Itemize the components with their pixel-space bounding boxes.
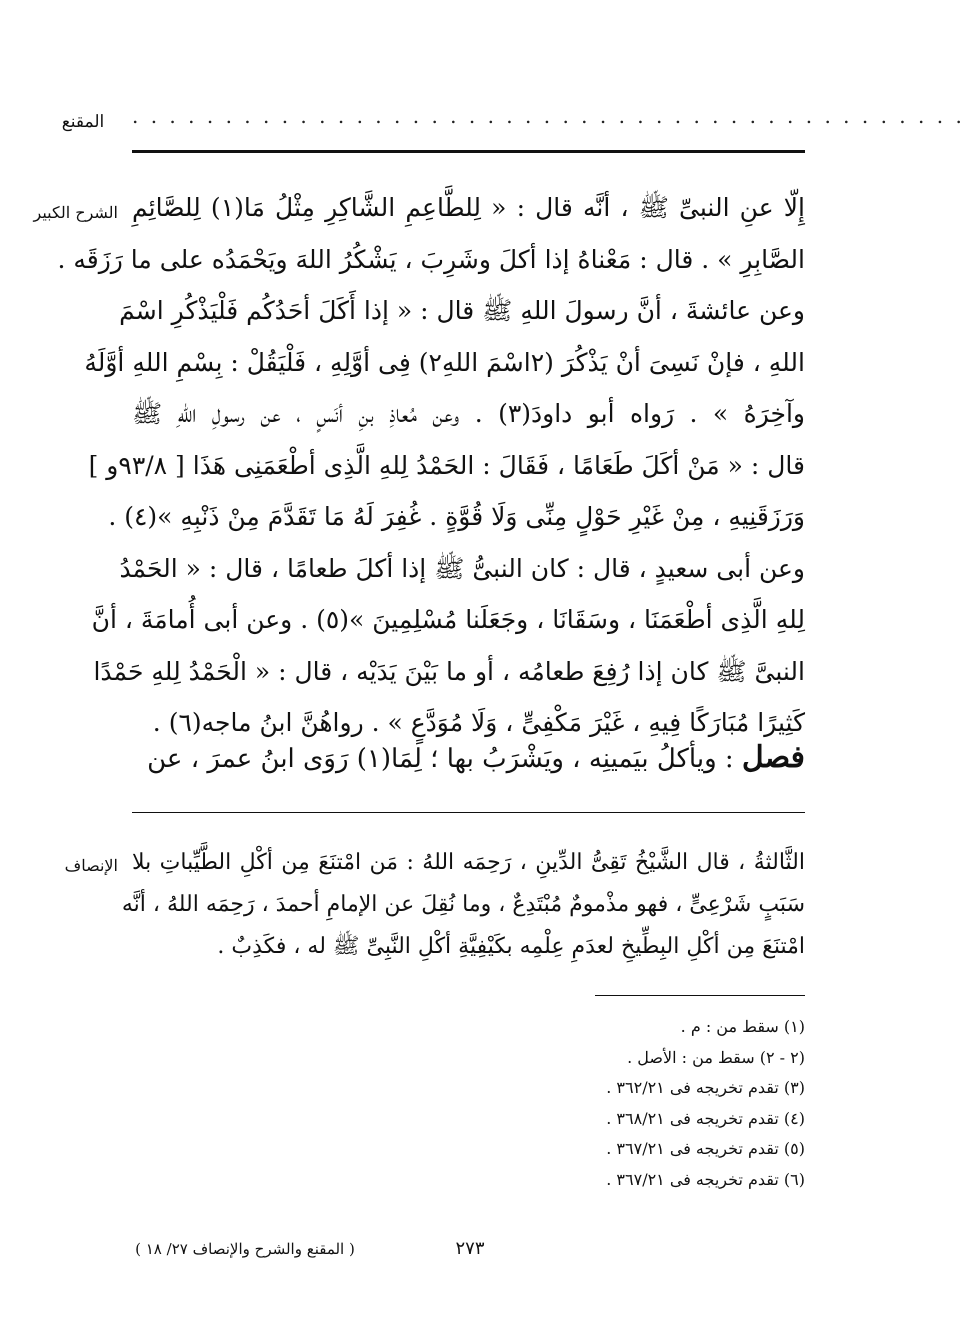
footnote: (١) سقط من : م . (680, 1017, 805, 1036)
header-rule (132, 150, 805, 153)
sharh-line: كَثِيرًا مُبَارَكًا فِيهِ ، غَيْرَ مَكْفِىٍّ ، وَلَا مُوَدَّعٍ » . رواهُنَّ ابنُ ماجه(٦) . (152, 708, 805, 737)
footnote: (٢ - ٢) سقط من : الأصل . (627, 1047, 805, 1067)
sharh-line: لِلهِ الَّذِى أطْعَمَنَا ، وسَقَانَا ، وجَعَلَنا مُسْلِمِينَ »(٥) . وعن أبى أُمامَةَ ، أنَّ (91, 605, 805, 634)
sharh-section-label: الشرح الكبير (33, 203, 118, 222)
sharh-line: النبىَّ ﷺ كان إذا رُفِعَ طعامُه ، أو ما بَيْنَ يَدَيْه ، قال : « الْحَمْدُ لِلهِ حَمْدًا (93, 656, 805, 686)
running-header-title: المقنع (61, 112, 105, 132)
insaf-line: الثَّالثةُ ، قال الشَّيْخُ تَقِىُّ الدِّينِ ، رَحِمَه اللهُ : مَن امْتنَعَ مِن أكْلِ الطَّيِّباتِ بلا (132, 850, 805, 875)
fasl-text: : ويأكلُ بيَمينِه ، ويَشْرَبُ بها ؛ لِمَا(١) رَوَى ابنُ عمرَ ، عن (147, 744, 734, 774)
sharh-line: وآخِرَهُ » . رَواه أبو داودَ(٣) . وعن مُعاذِ بنِ أنَسٍ ، عن رسولِ اللهِ ﷺ (132, 399, 805, 428)
section-divider (132, 812, 805, 813)
footnote: (٣) تقدم تخريجه فى ٣٦٢/٢١ . (606, 1078, 805, 1097)
insaf-line: سَبَبٍ شَرْعِىٍّ ، فهو مذْمومٌ مُبْتَدِعٌ ، وما نُقِلَ عن الإمامِ أحمدَ ، رَحِمَه اللهُ ، أنَّه (121, 892, 805, 917)
sharh-line: وعن عائشةَ ، أنَّ رسولَ اللهِ ﷺ قال : « إذا أَكَلَ أحَدُكُم فَلْيَذْكُرِ اسْمَ (119, 296, 805, 325)
sharh-line: الصَّابِرِ » . قال : مَعْناهُ إذا أكلَ وشَرِبَ ، يَشْكُرُ اللهَ ويَحْمَدُه على ما رَزَقَه . (57, 244, 805, 274)
fasl-keyword: فصل (741, 740, 805, 775)
sharh-line: وعن أبى سعيدٍ ، قال : كان النبىُّ ﷺ إذا أكلَ طعامًا ، قال : « الحَمْدُ (119, 553, 805, 583)
insaf-body (121, 842, 805, 968)
header-dotted-leader: . . . . . . . . . . . . . . . . . . . . . . . . . . . . . . . . . . . . . . . . . . . . . (132, 104, 965, 128)
footnote: (٤) تقدم تخريجه فى ٣٦٨/٢١ . (606, 1108, 805, 1128)
volume-reference: ( المقنع والشرح والإنصاف ٢٧/ ١٨ ) (135, 1240, 355, 1258)
insaf-line: امْتنَعَ مِن أكْلِ البِطِّيخِ لعدَمِ عِلْمِه بكَيْفِيَّةِ أكْلِ النَّبِىِّ ﷺ له ، فكَذِبٌ . (217, 934, 805, 959)
sharh-line: إِلّا عنِ النبىِّ ﷺ ، أنَّه قال : « لِلطَّاعِمِ الشَّاكِرِ مِثْلُ مَا(١) لِلصَّائِمِ (132, 193, 805, 222)
footnote: (٥) تقدم تخريجه فى ٣٦٧/٢١ . (606, 1139, 805, 1158)
footnote-rule (595, 995, 805, 996)
fasl-heading-line (132, 740, 805, 775)
page-number: ٢٧٣ (455, 1238, 485, 1259)
sharh-line: وَرَزَقَنِيهِ ، مِنْ غَيْرِ حَوْلٍ مِنِّى وَلَا قُوَّةٍ . غُفِرَ لَهُ مَا تَقَدَّمَ مِنْ ذَنْبِهِ »(٤) . (108, 502, 805, 531)
sharh-line: اللهِ ، فإنْ نَسِىَ أنْ يَذْكُرَ (٢اسْمَ اللهِ٢) فِى أوَّلِهِ ، فَلْيَقُلْ : بِسْمِ اللهِ أوَّلَهُ (84, 347, 805, 377)
sharh-line: قال : « مَنْ أكَلَ طَعَامًا ، فَقَالَ : الحَمْدُ لِلهِ الَّذِى أطْعَمَنِى هَذَا [ ٩٣/٨و ] (88, 450, 805, 480)
insaf-section-label: الإنصاف (64, 856, 118, 875)
footnotes (430, 1012, 805, 1195)
footnote: (٦) تقدم تخريجه فى ٣٦٧/٢١ . (606, 1169, 805, 1189)
